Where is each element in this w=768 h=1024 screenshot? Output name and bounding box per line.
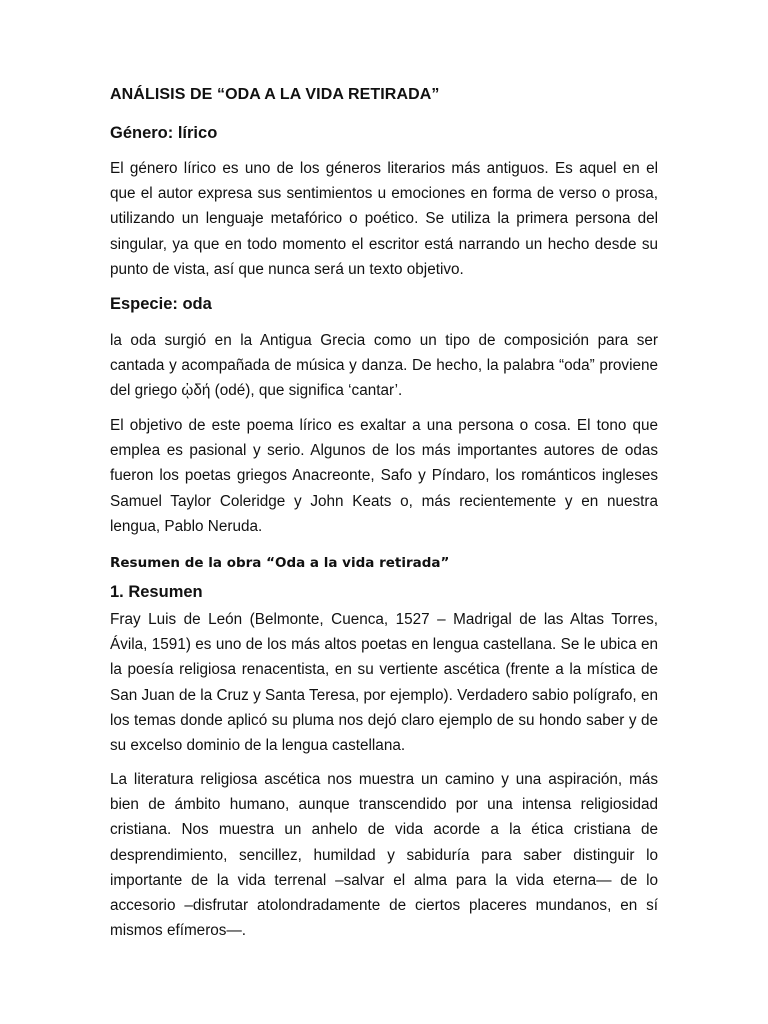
summary-title: Resumen de la obra “Oda a la vida retirada” xyxy=(110,555,450,571)
section-heading-genero: Género: lírico xyxy=(110,124,218,142)
paragraph-objetivo-oda: El objetivo de este poema lírico es exaltar a una persona o cosa. El tono que emplea es pasional y serio. Algunos de los más importantes autores de odas fueron los poetas griegos Anacreonte, Safo y Píndaro, los románticos ingleses Samuel Taylor Coleridge y John Keats o, más recientemente y en nuestra lengua, Pablo Neruda. xyxy=(110,417,658,535)
document-title: ANÁLISIS DE “ODA A LA VIDA RETIRADA” xyxy=(110,86,440,103)
section-heading-especie: Especie: oda xyxy=(110,295,212,313)
paragraph-fray-luis: Fray Luis de León (Belmonte, Cuenca, 1527 – Madrigal de las Altas Torres, Ávila, 1591) es uno de los más altos poetas en lengua castellana. Se le ubica en la poesía religiosa renacentista, en su vertiente ascética (frente a la mística de San Juan de la Cruz y Santa Teresa, por ejemplo). Verdadero sabio polígrafo, en los temas donde aplicó su pluma nos dejó claro ejemplo de su hondo saber y de su excelso dominio de la lengua castellana. xyxy=(110,611,658,755)
paragraph-origen-oda: la oda surgió en la Antigua Grecia como un tipo de composición para ser cantada y acompañada de música y danza. De hecho, la palabra “oda” proviene del griego ᾠδή (odé), que significa ‘cantar’. xyxy=(110,332,658,400)
section-heading-resumen: 1. Resumen xyxy=(110,583,203,601)
paragraph-genero-lirico: El género lírico es uno de los géneros literarios más antiguos. Es aquel en el que el autor expresa sus sentimientos u emociones en forma de verso o prosa, utilizando un lenguaje metafórico o poético. Se utiliza la primera persona del singular, ya que en todo momento el escritor está narrando un hecho desde su punto de vista, así que nunca será un texto objetivo. xyxy=(110,160,658,278)
paragraph-literatura-ascetica: La literatura religiosa ascética nos muestra un camino y una aspiración, más bien de ámbito humano, aunque transcendido por una intensa religiosidad cristiana. Nos muestra un anhelo de vida acorde a la ética cristiana de desprendimiento, sencillez, humildad y sabiduría para saber distinguir lo importante de la vida terrenal –salvar el alma para la vida eterna— de lo accesorio –disfrutar atolondradamente de ciertos placeres mundanos, en sí mismos efímeros—. xyxy=(110,771,658,940)
